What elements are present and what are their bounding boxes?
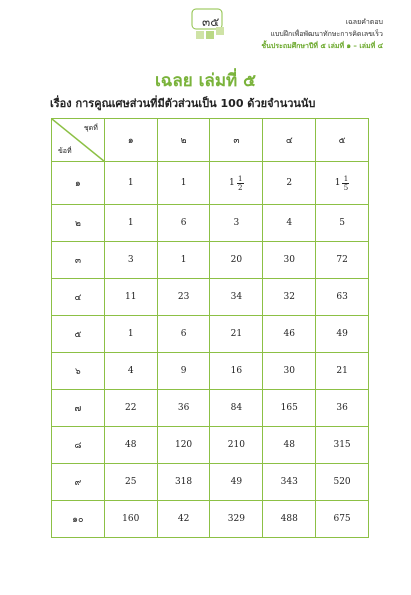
answer-cell: 315 <box>316 427 369 464</box>
page-title: เฉลย เล่มที่ ๕ <box>154 71 257 91</box>
answer-cell: 1 <box>104 162 157 205</box>
row-header: ๙ <box>52 464 105 501</box>
answer-cell: 5 <box>316 205 369 242</box>
row-header: ๘ <box>52 427 105 464</box>
denominator: 5 <box>343 183 349 192</box>
answer-cell: 36 <box>316 390 369 427</box>
answer-cell: 4 <box>104 353 157 390</box>
whole-part: 1 <box>229 178 235 189</box>
answer-cell: 343 <box>263 464 316 501</box>
row-header: ๑๐ <box>52 500 105 537</box>
table-row <box>52 500 369 537</box>
answer-cell: 16 <box>210 353 263 390</box>
table-body <box>52 162 369 538</box>
answer-cell: 21 <box>210 316 263 353</box>
answer-cell: 25 <box>104 464 157 501</box>
answer-cell: 3 <box>210 205 263 242</box>
answer-cell: 30 <box>263 242 316 279</box>
numerator: 1 <box>238 174 243 183</box>
answer-cell: 3 <box>104 242 157 279</box>
column-header: ๕ <box>316 119 369 162</box>
corner-column-label: ชุดที่ <box>83 124 98 132</box>
answer-cell: 34 <box>210 279 263 316</box>
answer-cell <box>210 162 263 205</box>
row-header: ๑ <box>52 162 105 205</box>
answer-cell: 520 <box>316 464 369 501</box>
corner-row-label: ข้อที่ <box>58 147 72 155</box>
table-row <box>52 390 369 427</box>
answer-cell: 2 <box>263 162 316 205</box>
answer-cell: 1 <box>104 205 157 242</box>
answer-cell: 72 <box>316 242 369 279</box>
column-header: ๔ <box>263 119 316 162</box>
row-header: ๗ <box>52 390 105 427</box>
answer-cell: 84 <box>210 390 263 427</box>
answer-cell: 210 <box>210 427 263 464</box>
row-header: ๕ <box>52 316 105 353</box>
table-row <box>52 316 369 353</box>
denominator: 2 <box>238 183 243 192</box>
answer-cell: 48 <box>263 427 316 464</box>
answer-cell: 22 <box>104 390 157 427</box>
answer-cell: 46 <box>263 316 316 353</box>
row-header: ๒ <box>52 205 105 242</box>
table-row <box>52 279 369 316</box>
column-header: ๒ <box>157 119 210 162</box>
answer-table <box>51 118 369 538</box>
answer-cell: 36 <box>157 390 210 427</box>
answer-cell: 11 <box>104 279 157 316</box>
answer-cell: 48 <box>104 427 157 464</box>
column-header: ๓ <box>210 119 263 162</box>
answer-cell: 21 <box>316 353 369 390</box>
answer-cell: 23 <box>157 279 210 316</box>
header-line-1: เฉลยคำตอบ <box>345 18 383 26</box>
numerator: 1 <box>343 174 349 183</box>
answer-cell: 6 <box>157 316 210 353</box>
fraction <box>237 175 244 192</box>
answer-cell: 1 <box>157 162 210 205</box>
table-row <box>52 427 369 464</box>
row-header: ๓ <box>52 242 105 279</box>
table-row <box>52 162 369 205</box>
header-line-3: ชั้นประถมศึกษาปีที่ ๕ เล่มที่ ๑ – เล่มที่ ๔ <box>261 42 383 50</box>
answer-cell: 49 <box>210 464 263 501</box>
fraction <box>342 175 349 192</box>
table-row <box>52 464 369 501</box>
answer-cell: 329 <box>210 500 263 537</box>
topic-heading: เรื่อง การคูณเศษส่วนที่มีตัวส่วนเป็น 100 ด้วยจำนวนนับ <box>50 97 316 110</box>
mixed-number <box>335 175 350 192</box>
whole-part: 1 <box>334 178 341 189</box>
answer-cell: 1 <box>157 242 210 279</box>
answer-cell: 20 <box>210 242 263 279</box>
answer-cell <box>316 162 369 205</box>
answer-cell: 318 <box>157 464 210 501</box>
answer-cell: 42 <box>157 500 210 537</box>
answer-cell: 160 <box>104 500 157 537</box>
row-header: ๖ <box>52 353 105 390</box>
answer-cell: 49 <box>316 316 369 353</box>
header-line-2: แบบฝึกเพื่อพัฒนาทักษะการคิดเลขเร็ว <box>270 30 383 38</box>
answer-cell: 4 <box>263 205 316 242</box>
answer-cell: 32 <box>263 279 316 316</box>
mixed-number <box>229 175 244 192</box>
table-corner-cell <box>52 119 105 162</box>
column-header: ๑ <box>104 119 157 162</box>
answer-cell: 9 <box>157 353 210 390</box>
table-header-row <box>52 119 369 162</box>
answer-cell: 120 <box>157 427 210 464</box>
answer-cell: 6 <box>157 205 210 242</box>
page-number: ๓๕ <box>202 15 220 29</box>
table-row <box>52 242 369 279</box>
answer-cell: 488 <box>263 500 316 537</box>
table-row <box>52 353 369 390</box>
table-row <box>52 205 369 242</box>
book-header <box>261 16 383 52</box>
answer-cell: 1 <box>104 316 157 353</box>
answer-cell: 30 <box>263 353 316 390</box>
row-header: ๔ <box>52 279 105 316</box>
answer-cell: 675 <box>316 500 369 537</box>
page-number-badge <box>190 7 238 45</box>
answer-cell: 165 <box>263 390 316 427</box>
answer-cell: 63 <box>316 279 369 316</box>
